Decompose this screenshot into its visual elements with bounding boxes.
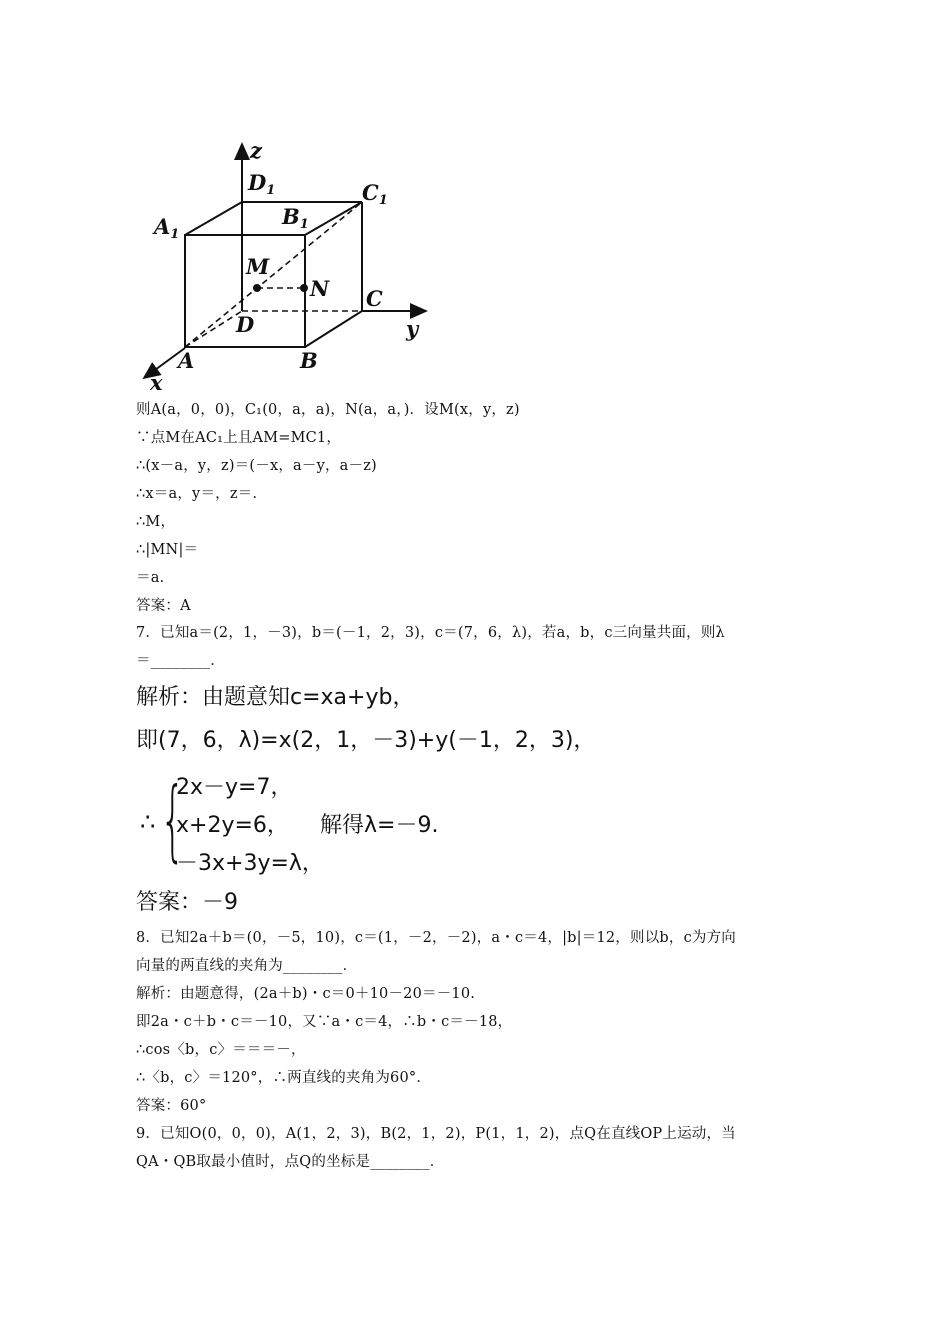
text-line: ＝a. [136,570,165,586]
solution-8-line4: ∴〈b，c〉＝120°，∴两直线的夹角为60°． [136,1070,432,1086]
therefore-symbol: ∴ [140,808,156,836]
solution-8-line2: 即2a・c＋b・c＝－10，又∵a・c＝4，∴b・c＝－18， [136,1014,513,1030]
text-line: ∴|MN|＝ [136,542,199,558]
answer-7: 答案：－9 [136,890,238,915]
text-line: ∴x＝a，y＝，z＝. [136,486,258,502]
question-7-blank: ＝________． [136,653,225,669]
solution-8-line3: ∴cos〈b，c〉＝＝＝－， [136,1042,306,1058]
solution-8-line1: 解析：由题意得，(2a＋b)・c＝0＋10－20＝－10. [136,986,476,1002]
label-a: A [178,348,195,373]
equation-3: －3x+3y=λ， [176,851,324,876]
equation-2: x+2y=6， [176,813,289,838]
question-8: 8．已知2a＋b＝(0，－5，10)，c＝(1，－2，－2)，a・c＝4，|b|＝12，则以b，c为方向 [136,930,736,946]
solution-7-line2: 即(7，6，λ)=x(2，1，－3)+y(－1，2，3)， [136,728,596,753]
question-7: 7．已知a＝(2，1，－3)，b＝(－1，2，3)，c＝(7，6，λ)，若a，b，c三向量共面，则λ [136,625,725,641]
answer-8: 答案：60° [136,1098,207,1114]
label-d1: D1 [248,170,276,198]
label-a1: A1 [154,214,180,242]
text-line: 则A(a，0，0)，C₁(0，a，a)，N(a，a，)．设M(x，y，z) [136,402,520,418]
equation-1: 2x－y=7， [176,775,293,800]
label-z: z [250,138,262,163]
edge-a-d [185,311,242,347]
text-line: ∴(x－a，y，z)＝(－x，a－y，a－z) [136,458,377,474]
label-c1: C1 [362,180,388,208]
label-c: C [366,286,383,311]
answer-line: 答案：A [136,598,191,614]
label-b1: B1 [282,204,309,232]
edge-b1-c1 [305,202,362,235]
label-y: y [406,316,419,341]
diagonal-a-c1 [185,202,362,347]
solution-result: 解得λ=－9. [320,813,439,838]
text-line: ∴M， [136,514,176,530]
text-line: ∵点M在AC₁上且AM=MC1， [136,430,342,446]
label-d: D [236,312,255,337]
point-n [300,284,308,292]
question-8-cont: 向量的两直线的夹角为________． [136,958,358,974]
left-brace: { [160,768,186,871]
edge-b-c [305,311,362,347]
label-b: B [300,348,318,373]
question-9: 9．已知O(0，0，0)，A(1，2，3)，B(2，1，2)，P(1，1，2)，点Q在直线OP上运动，当 [136,1126,736,1142]
question-9-cont: QA・QB取最小值时，点Q的坐标是________． [136,1154,445,1170]
cube-coordinate-figure [140,138,430,396]
label-x: x [150,370,163,395]
edge-a1-d1 [185,202,242,235]
cube-diagram [140,138,430,396]
label-m: M [246,254,270,279]
label-n: N [310,276,330,301]
solution-7-line1: 解析：由题意知c=xa+yb， [136,685,415,710]
point-m [253,284,261,292]
equation-system [140,768,560,878]
